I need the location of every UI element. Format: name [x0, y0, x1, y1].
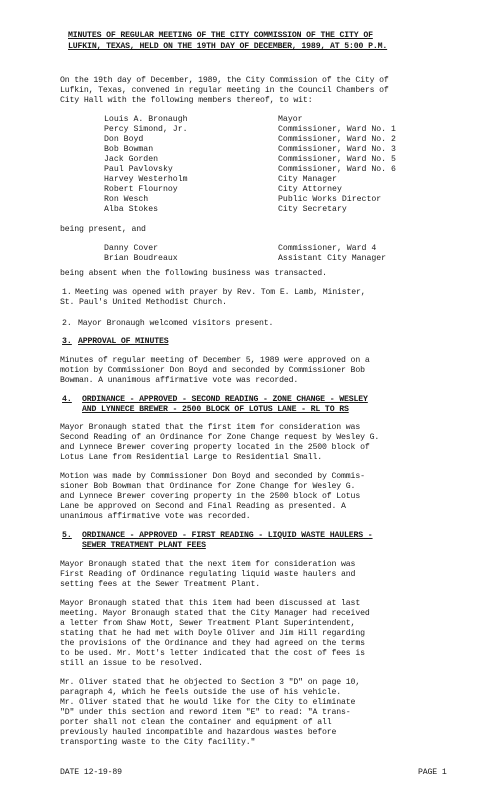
item4-paragraph-line: Lotus Lane from Residential Large to Residential Small. [60, 453, 322, 462]
item4-paragraph-line: Motion was made by Commissioner Don Boyd and seconded by Commis- [60, 472, 365, 481]
item5-paragraph-line: Mayor Bronaugh stated that this item had been discussed at last [60, 599, 361, 608]
item5-paragraph-line: porter shall not clean the container and equipment of all [60, 718, 332, 727]
member-name: Danny Cover [104, 244, 159, 253]
member-title: Mayor [278, 115, 303, 124]
item4-paragraph-line: unanimous affirmative vote was recorded. [60, 512, 251, 521]
item-number: 3. [62, 337, 72, 346]
item4-paragraph-line: and Lynnece Brewer covering property located in the 2500 block of [60, 443, 370, 452]
item4-paragraph-line: Second Reading of an Ordinance for Zone Change request by Wesley G. [60, 433, 380, 442]
member-name: Harvey Westerholm [104, 175, 188, 184]
minutes-title-line1: MINUTES OF REGULAR MEETING OF THE CITY COMMISSION OF THE CITY OF [68, 31, 373, 40]
member-title: Commissioner, Ward No. 5 [278, 155, 396, 164]
item5-paragraph-line: setting fees at the Sewer Treatment Plant. [60, 580, 261, 589]
member-title: Commissioner, Ward No. 2 [278, 135, 396, 144]
item-number: 1. [62, 288, 72, 297]
item-number: 4. [62, 395, 72, 404]
item1-line: St. Paul's United Methodist Church. [60, 298, 227, 307]
member-name: Percy Simond, Jr. [104, 125, 188, 134]
item5-paragraph-line: still an issue to be resolved. [60, 659, 203, 668]
member-title: Public Works Director [278, 195, 382, 204]
item-number: 2. [62, 319, 72, 328]
member-name: Bob Bowman [104, 145, 154, 154]
being-present-text: being present, and [60, 225, 146, 234]
item5-paragraph-line: First Reading of Ordinance regulating liquid waste haulers and [60, 570, 356, 579]
footer-page: PAGE 1 [418, 768, 447, 777]
item5-paragraph-line: "D" under this section and reword item "E" to read: "A trans- [60, 708, 351, 717]
member-name: Robert Flournoy [104, 185, 178, 194]
item-number: 5. [62, 531, 72, 540]
item5-paragraph-line: meeting. Mayor Bronaugh stated that the City Manager had received [60, 609, 370, 618]
intro-line: On the 19th day of December, 1989, the City Commission of the City of [60, 76, 389, 85]
member-name: Paul Pavlovsky [104, 165, 173, 174]
item4-paragraph-line: sioner Bob Bowman that Ordinance for Zone Change for Wesley G. [60, 482, 356, 491]
item3-heading: APPROVAL OF MINUTES [78, 337, 169, 346]
member-title: Commissioner, Ward No. 3 [278, 145, 396, 154]
member-name: Ron Wesch [104, 195, 149, 204]
intro-line: City Hall with the following members thereof, to wit: [60, 96, 313, 105]
item5-paragraph-line: transporting waste to the City facility." [60, 738, 256, 747]
footer-date: DATE 12-19-89 [60, 768, 122, 777]
item4-heading: AND LYNNECE BREWER - 2500 BLOCK OF LOTUS LANE - RL TO RS [82, 405, 349, 414]
minutes-paragraph-line: motion by Commissioner Don Boyd and seconded by Commissioner Bob [60, 366, 365, 375]
item4-paragraph-line: and Lynnece Brewer covering property in the 2500 block of Lotus [60, 492, 361, 501]
being-absent-text: being absent when the following business was transacted. [60, 269, 327, 278]
minutes-paragraph-line: Minutes of regular meeting of December 5, 1989 were approved on a [60, 356, 370, 365]
minutes-paragraph-line: Bowman. A unanimous affirmative vote was recorded. [60, 376, 299, 385]
member-name: Jack Gorden [104, 155, 159, 164]
member-name: Louis A. Bronaugh [104, 115, 188, 124]
member-name: Brian Boudreaux [104, 254, 178, 263]
member-title: City Manager [278, 175, 337, 184]
item5-heading: SEWER TREATMENT PLANT FEES [82, 541, 206, 550]
item4-paragraph-line: Lane be approved on Second and Final Reading as presented. A [60, 502, 346, 511]
member-title: Commissioner, Ward No. 1 [278, 125, 396, 134]
item5-paragraph-line: Mr. Oliver stated that he objected to Section 3 "D" on page 10, [60, 678, 361, 687]
item5-paragraph-line: stating that he had met with Doyle Oliver and Jim Hill regarding [60, 629, 365, 638]
item4-heading: ORDINANCE - APPROVED - SECOND READING - ZONE CHANGE - WESLEY [82, 395, 368, 404]
item5-paragraph-line: a letter from Shaw Mott, Sewer Treatment Plant Superintendent, [60, 619, 356, 628]
item5-paragraph-line: previously hauled incompatible and hazardous wastes before [60, 728, 337, 737]
member-title: Assistant City Manager [278, 254, 387, 263]
member-title: City Attorney [278, 185, 342, 194]
item5-paragraph-line: the provisions of the Ordinance and they had agreed on the terms [60, 639, 365, 648]
present-roster [104, 115, 434, 215]
member-title: Commissioner, Ward No. 6 [278, 165, 396, 174]
item4-paragraph-line: Mayor Bronaugh stated that the first item for consideration was [60, 423, 361, 432]
item5-paragraph-line: paragraph 4, which he feels outside the use of his vehicle. [60, 688, 342, 697]
item5-heading: ORDINANCE - APPROVED - FIRST READING - LIQUID WASTE HAULERS - [82, 531, 373, 540]
item2-text: Mayor Bronaugh welcomed visitors present. [78, 319, 274, 328]
member-title: Commissioner, Ward 4 [278, 244, 377, 253]
item5-paragraph-line: Mayor Bronaugh stated that the next item for consideration was [60, 560, 356, 569]
member-name: Alba Stokes [104, 205, 159, 214]
member-name: Don Boyd [104, 135, 144, 144]
item1-line: Meeting was opened with prayer by Rev. Tom E. Lamb, Minister, [75, 288, 366, 297]
member-title: City Secretary [278, 205, 347, 214]
item5-paragraph-line: Mr. Oliver stated that he would like for the City to eliminate [60, 698, 356, 707]
item5-paragraph-line: to be used. Mr. Mott's letter indicated that the cost of fees is [60, 649, 365, 658]
absent-roster [104, 244, 434, 264]
intro-line: Lufkin, Texas, convened in regular meeting in the Council Chambers of [60, 86, 389, 95]
minutes-title-line2: LUFKIN, TEXAS, HELD ON THE 19TH DAY OF DECEMBER, 1989, AT 5:00 P.M. [68, 42, 388, 51]
